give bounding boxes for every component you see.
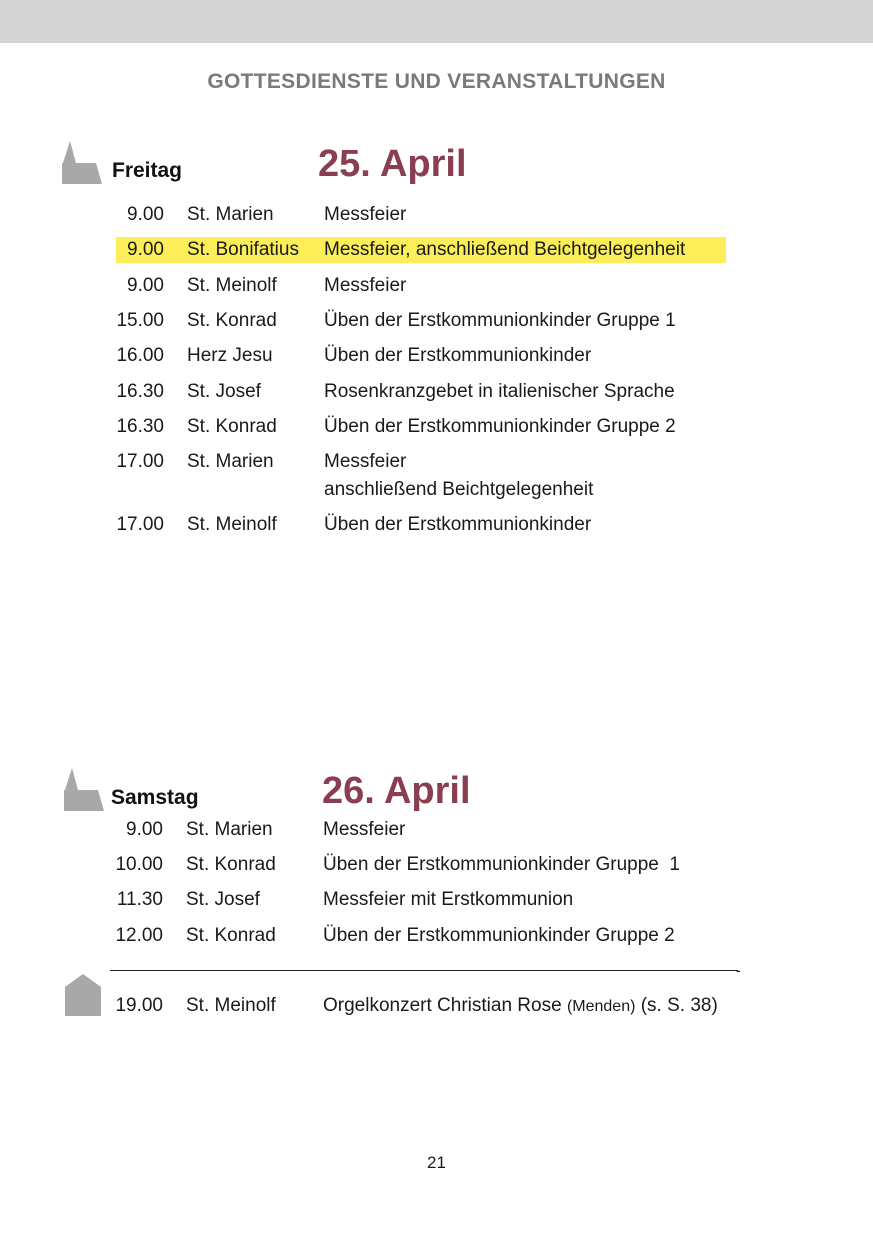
event-time: 16.30 [116, 381, 164, 402]
event-time: 10.00 [115, 854, 163, 875]
event-church: St. Meinolf [186, 995, 276, 1016]
event-church: Herz Jesu [187, 345, 273, 366]
event-description: Üben der Erstkommunionkinder [324, 345, 592, 366]
event-time: 9.00 [126, 819, 163, 840]
page-title: GOTTESDIENSTE UND VERANSTALTUNGEN [207, 70, 666, 93]
event-time: 17.00 [116, 514, 164, 535]
event-church: St. Bonifatius [187, 239, 299, 260]
event-time: 9.00 [127, 204, 164, 225]
event-description: Üben der Erstkommunionkinder Gruppe 2 [324, 416, 676, 437]
date-title: 25. April [318, 143, 467, 185]
event-page-ref: (s. S. 38) [635, 995, 718, 1016]
event-description: Rosenkranzgebet in italienischer Sprache [324, 381, 675, 402]
event-church: St. Meinolf [187, 514, 277, 535]
event-church: St. Marien [187, 204, 274, 225]
event-description: Üben der Erstkommunionkinder Gruppe 2 [323, 925, 675, 946]
date-title: 26. April [322, 770, 471, 812]
event-church: St. Konrad [186, 854, 276, 875]
event-church: St. Meinolf [187, 275, 277, 296]
building-icon [64, 974, 102, 1016]
event-description: Üben der Erstkommunionkinder Gruppe 1 [323, 854, 680, 875]
day-name: Freitag [112, 159, 183, 182]
event-time: 15.00 [116, 310, 164, 331]
page-number: 21 [427, 1153, 446, 1172]
event-description: Messfeier mit Erstkommunion [323, 889, 574, 910]
event-description [323, 992, 718, 1021]
event-title: Orgelkonzert Christian Rose [323, 995, 567, 1016]
event-church: St. Josef [186, 889, 260, 910]
event-description-continued: anschließend Beichtgelegenheit [324, 479, 594, 500]
event-church: St. Josef [187, 381, 261, 402]
event-church: St. Konrad [187, 310, 277, 331]
section-divider [110, 970, 738, 971]
event-description: Üben der Erstkommunionkinder Gruppe 1 [324, 310, 676, 331]
event-time: 17.00 [116, 451, 164, 472]
event-church: St. Konrad [187, 416, 277, 437]
event-description: Messfeier [324, 451, 407, 472]
divider-tail: - [736, 962, 741, 978]
event-time: 9.00 [127, 239, 164, 260]
event-time: 19.00 [115, 995, 163, 1016]
event-time: 11.30 [116, 889, 163, 910]
top-bar [0, 0, 873, 43]
event-church: St. Marien [186, 819, 273, 840]
event-description: Messfeier [324, 275, 407, 296]
event-description: Messfeier, anschließend Beichtgelegenheit [324, 239, 686, 260]
event-time: 9.00 [127, 275, 164, 296]
day-name: Samstag [111, 786, 199, 809]
event-location-note: (Menden) [566, 998, 636, 1015]
event-description: Messfeier [323, 819, 406, 840]
event-description: Messfeier [324, 204, 407, 225]
event-time: 16.30 [116, 416, 164, 437]
event-church: St. Konrad [186, 925, 276, 946]
event-time: 12.00 [115, 925, 163, 946]
event-time: 16.00 [116, 345, 164, 366]
event-description: Üben der Erstkommunionkinder [324, 514, 592, 535]
event-church: St. Marien [187, 451, 274, 472]
church-icon [60, 141, 102, 185]
church-icon [62, 768, 104, 812]
